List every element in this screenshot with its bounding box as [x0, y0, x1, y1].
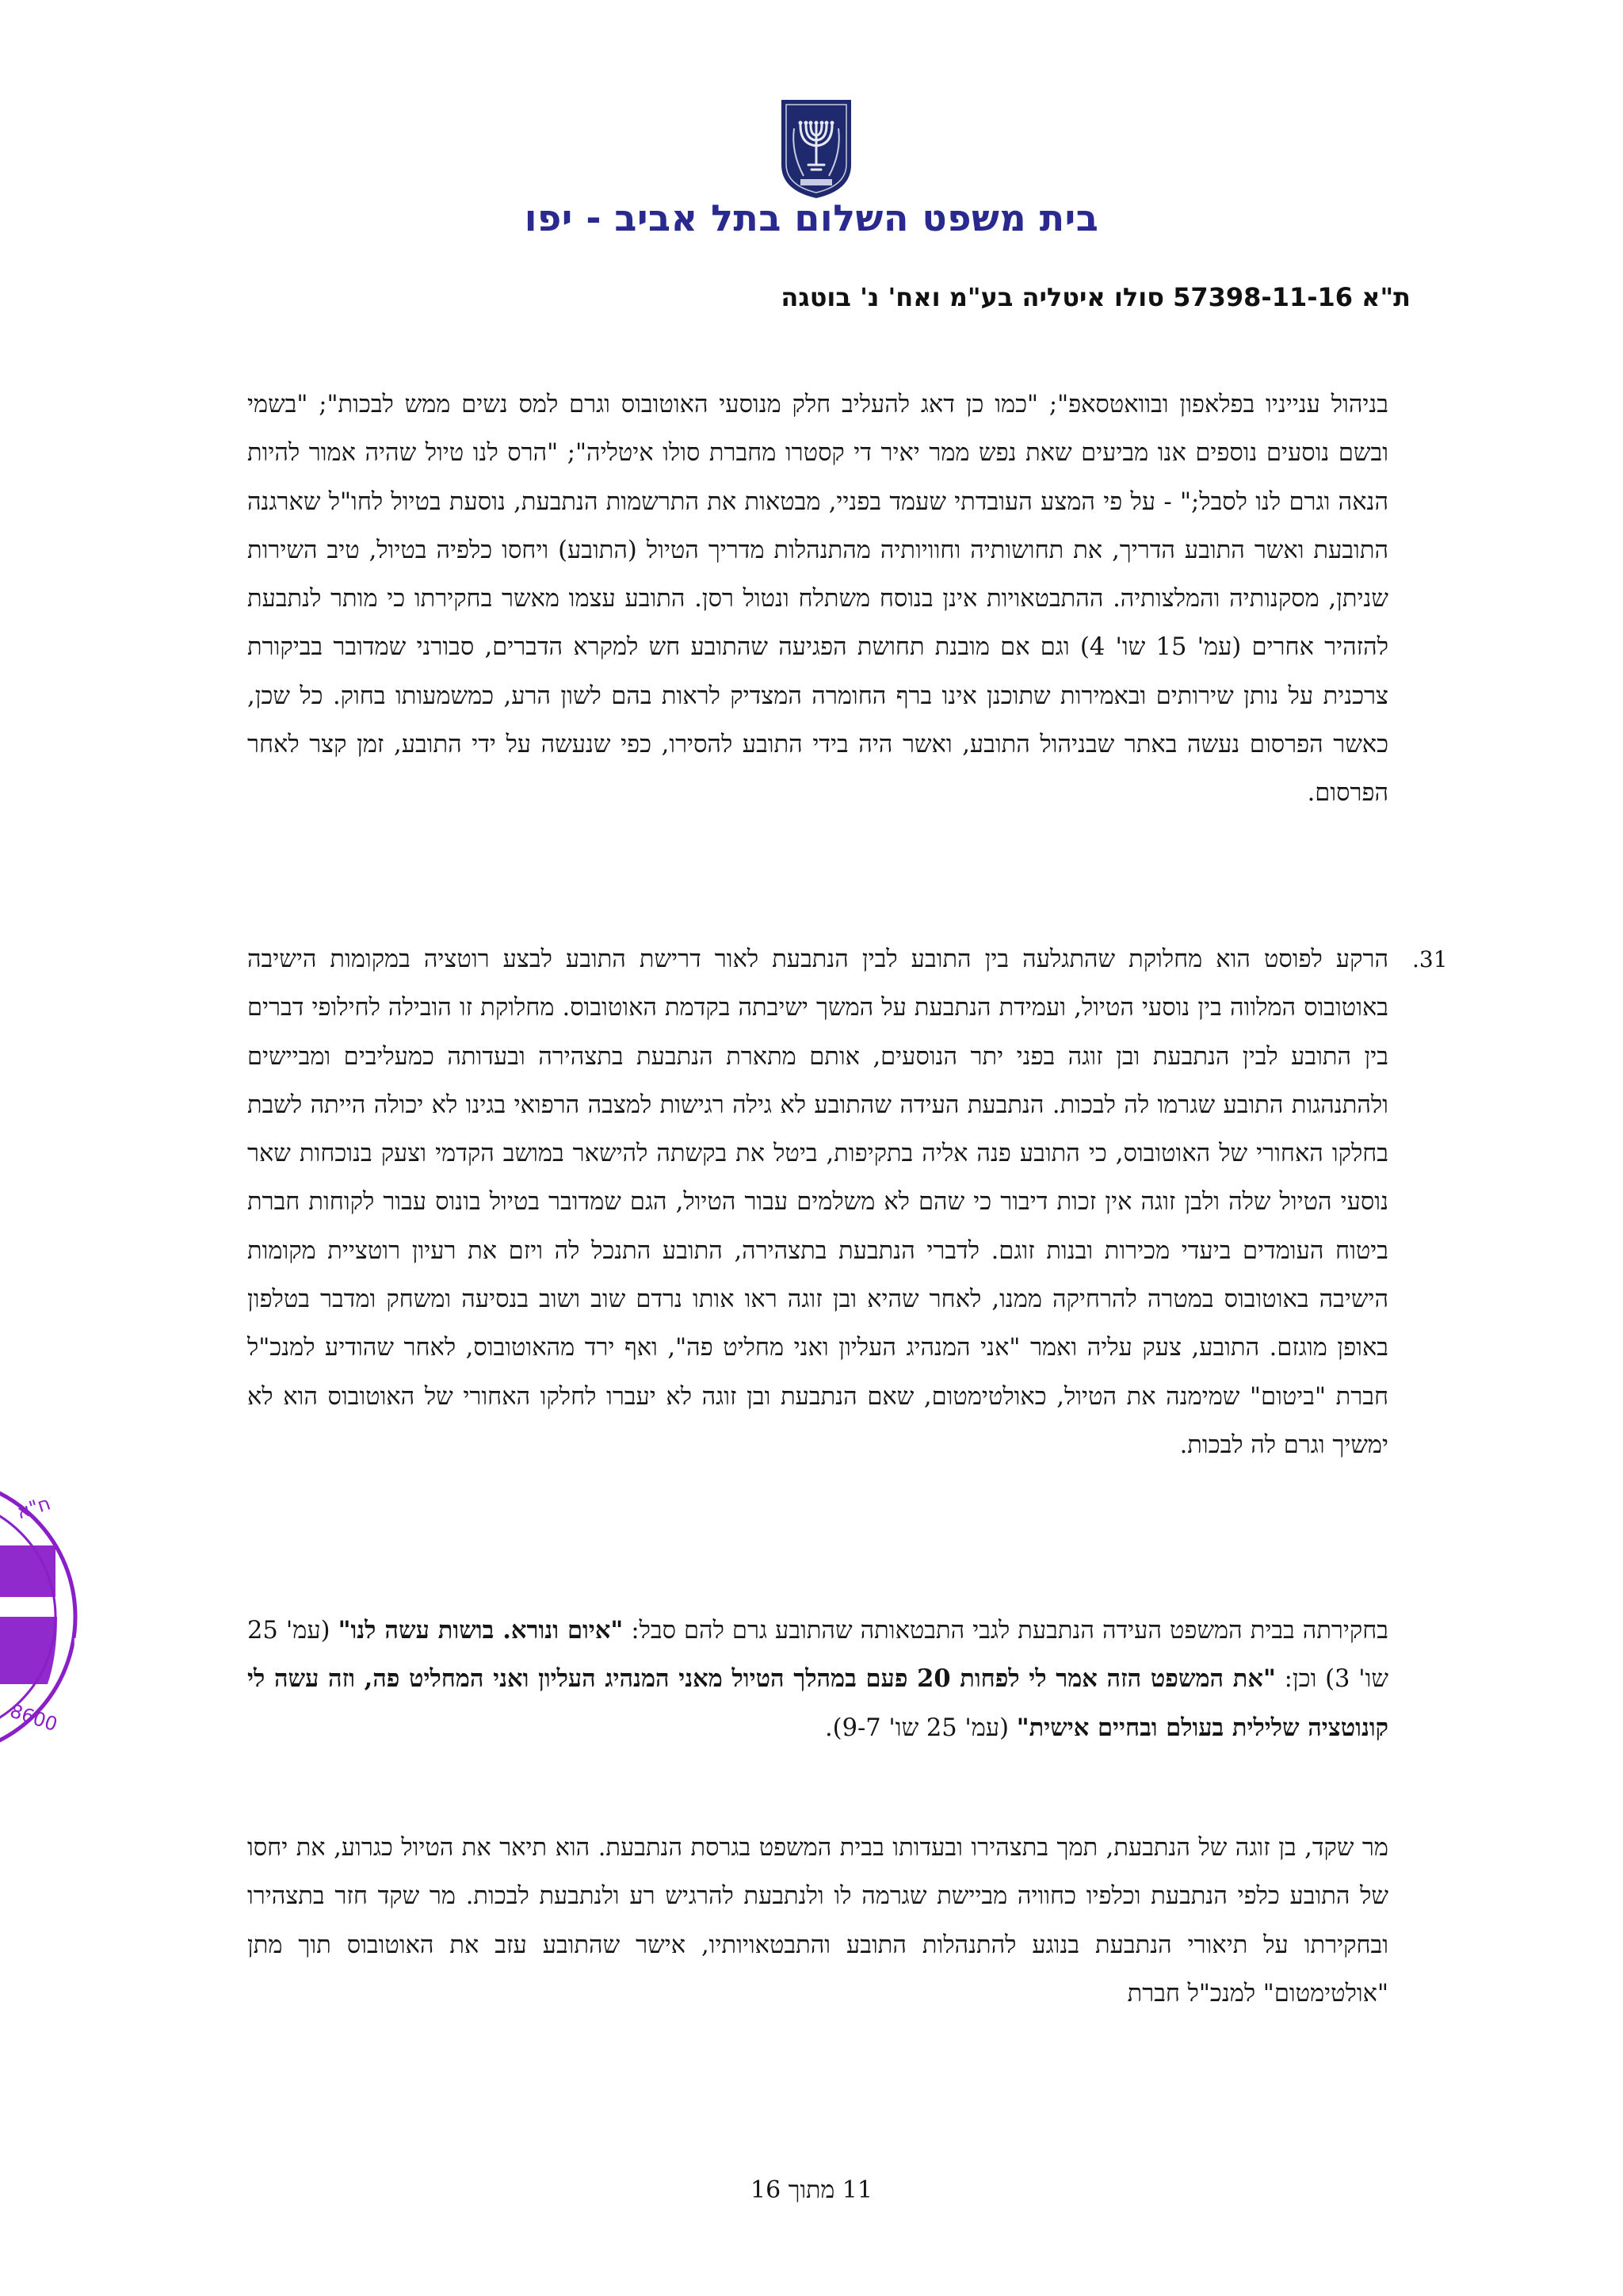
- paragraph-31: הרקע לפוסט הוא מחלוקת שהתגלעה בין התובע לבין הנתבעת לאור דרישת התובע לבצע רוטציה במקומות הישיבה באוטובוס המלווה בין נוסעי הטיול, ועמידת הנתבעת על המשך ישיבתה בקדמת האוטובוס. מחלוקת זו הובילה לחילופי דברים בין התובע לבין הנתבעת ובן זוגה בפני יתר הנוסעים, אותם מתארת הנתבעת בתצהירה ובעדותה כמעליבים ומביישים ולהתנהגות התובע שגרמו לה לבכות. הנתבעת העידה שהתובע לא גילה רגישות למצבה הרפואי בגינו לא יכולה הייתה לשבת בחלקו האחורי של האוטובוס, כי התובע פנה אליה בתקיפות, ביטל את בקשתה להישאר במושב הקדמי וצעק בנוכחות שאר נוסעי הטיול שלה ולבן זוגה אין זכות דיבור כי שהם לא משלמים עבור הטיול, הגם שמדובר בטיול בונוס עבור לקוחות חברת ביטוח העומדים ביעדי מכירות ובנות זוגם. לדברי הנתבעת בתצהירה, התובע התנכל לה ויזם את רעיון רוטציית מקומות הישיבה באוטובוס במטרה להרחיקה ממנו, לאחר שהיא ובן זוגה ראו אותו נרדם שוב ושוב בנסיעה ומשחק ומדבר בטלפון באופן מוגזם. התובע, צעק עליה ואמר "אני המנהיג העליון ואני מחליט פה", ואף ירד מהאוטובוס, לאחר שהודיע למנכ"ל חברת "ביטום" שמימנה את הטיול, כאולטימטום, שאם הנתבעת ובן זוגה לא יעברו לחלקו האחורי של האוטובוס הוא לא ימשיך וגרם לה לבכות.: [247, 946, 1388, 1459]
- paragraph-number: 31.: [1412, 946, 1448, 972]
- court-stamp-icon: [0, 1458, 152, 1775]
- case-title: ת"א 57398-11-16 סולו איטליה בע"מ ואח' נ' בוטגה: [781, 282, 1411, 312]
- testimony-quote-2: "את המשפט הזה אמר לי לפחות 20 פעם במהלך הטיול מאני המנהיג העליון ואני המחליט פה, וזה עשה לי קונוטציה שלילית בעולם ובחיים אישית": [247, 1664, 1388, 1742]
- paragraph-continued: בניהול ענייניו בפלאפון ובוואטסאפ"; "כמו כן דאג להעליב חלק מנוסעי האוטובוס וגרם למס נשים ממש לבכות"; "בשמי ובשם נוסעים נוספים אנו מביעים שאת נפש ממר יאיר די קסטרו מחברת סולו איטליה"; "הרס לנו טיול שהיה אמור להיות הנאה וגרם לנו לסבל;" - על פי המצע העובדתי שעמד בפניי, מבטאות את התרשמות הנתבעת, נוסעת בטיול לחו"ל שארגנה התובעת ואשר התובע הדריך, את תחושותיה וחוויותיה מהתנהלות מדריך הטיול (התובע) ויחסו כלפיה בטיול, טיב השירות שניתן, מסקנותיה והמלצותיה. ההתבטאויות אינן בנוסח משתלח ונטול רסן. התובע עצמו מאשר בחקירתו כי מותר לנתבעת להזהיר אחרים (עמ' 15 שו' 4) וגם אם מובנת תחושת הפגיעה שהתובע חש למקרא הדברים, סבורני שמדובר בביקורת צרכנית על נותן שירותים ובאמירות שתוכנן אינו ברף החומרה המצדיק לראות בהם לשון הרע, כמשמעותו בחוק. כל שכן, כאשר הפרסום נעשה באתר שבניהול התובע, ואשר היה בידי התובע להסירו, כפי שנעשה על ידי התובע, זמן קצר לאחר הפרסום.: [247, 391, 1388, 808]
- court-title: בית משפט השלום בתל אביב - יפו: [524, 197, 1099, 239]
- testimony-ref-1: (עמ' 25 שו' 3) וכן:: [247, 1617, 1389, 1694]
- stamp-middle-text: למקו: [71, 1626, 152, 1664]
- page-number: 11 מתוך 16: [750, 2176, 873, 2204]
- testimony-quote-1: "איום ונורא. בושות עשה לנו": [338, 1616, 624, 1645]
- witness-paragraph: מר שקד, בן זוגה של הנתבעת, תמך בתצהירו ובעדותו בבית המשפט בגרסת הנתבעת. הוא תיאר את הטיול כגרוע, את יחסו של התובע כלפי הנתבעת וכלפיו כחוויה מביישת שגרמה לו ולנתבעת להרגיש רע ולנתבעת לבכות. מר שקד חזר בתצהירו ובחקירתו על תיאורי הנתבעת בנוגע להתנהלות התובע והתבטאויותיו, אישר שהתובע עזב את האוטובוס תוך מתן "אולטימטום" למנכ"ל חברת: [247, 1834, 1388, 2008]
- stamp-bottom-text: 8600: [7, 1699, 60, 1736]
- testimony-intro: בחקירתה בבית המשפט העידה הנתבעת לגבי התבטאותה שהתובע גרם להם סבל:: [623, 1617, 1388, 1645]
- stamp-top-text: ח"א: [13, 1492, 54, 1524]
- testimony-ref-2: (עמ' 25 שו' 9-7).: [824, 1713, 1017, 1742]
- testimony-paragraph: [247, 1606, 1388, 1752]
- state-emblem-icon: [777, 97, 856, 200]
